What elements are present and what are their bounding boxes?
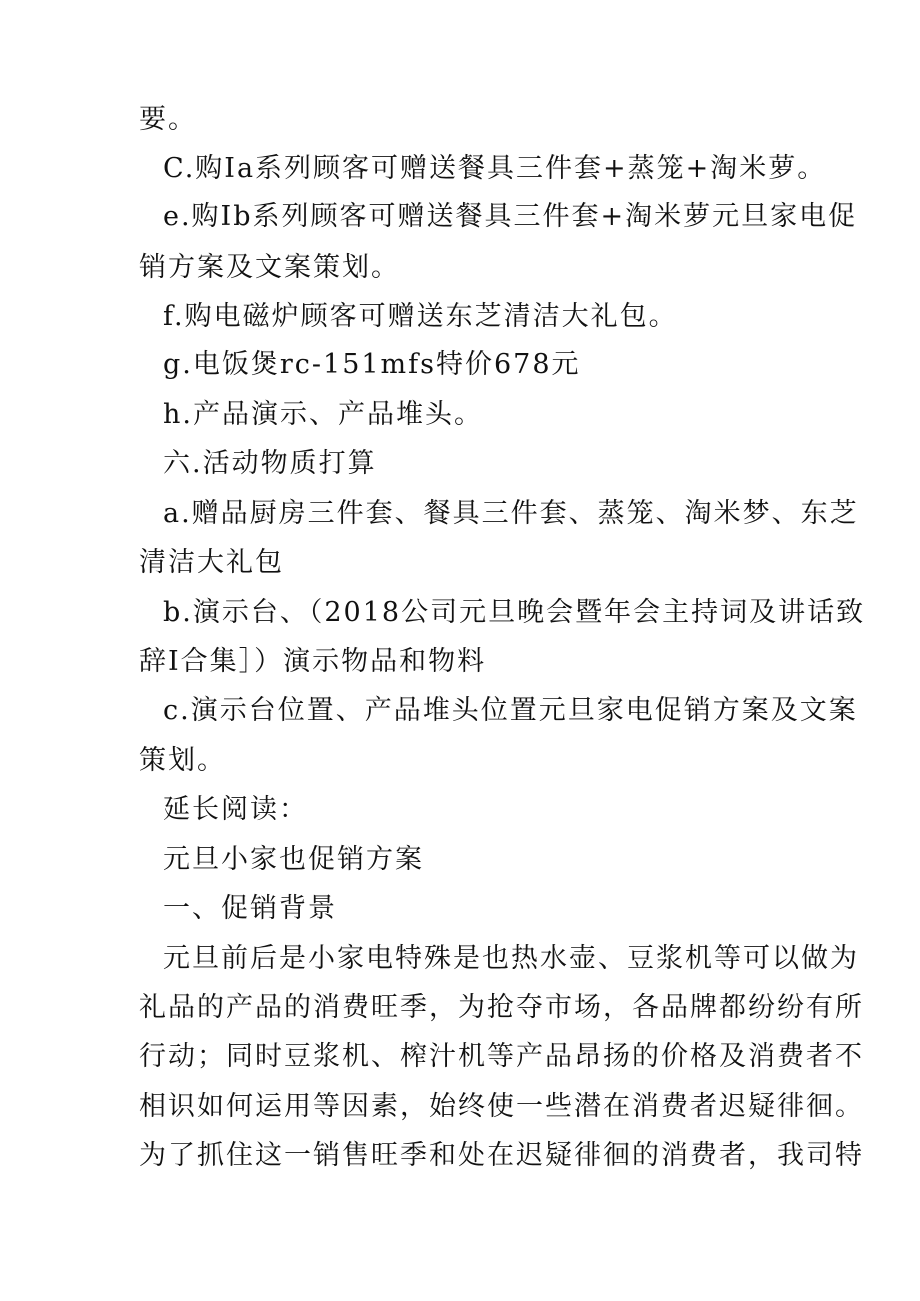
- text-line: 相识如何运用等因素，始终使一些潜在消费者迟疑徘徊。: [139, 1091, 864, 1122]
- section-heading: 一、促销背景: [163, 893, 337, 924]
- text-line: 清洁大礼包: [139, 547, 284, 578]
- section-heading: 六.活动物质打算: [163, 448, 377, 479]
- text-line: a.赠品厨房三件套、餐具三件套、蒸笼、淘米梦、东芝: [163, 498, 859, 529]
- text-line: 辞I合集］）演示物品和物料: [139, 646, 487, 677]
- text-line: 元旦小家也促销方案: [163, 844, 424, 875]
- text-line: 行动；同时豆浆机、榨汁机等产品昂扬的价格及消费者不: [139, 1041, 864, 1072]
- text-line: 策划。: [139, 745, 226, 776]
- text-line: f.购电磁炉顾客可赠送东芝清洁大礼包。: [163, 301, 678, 332]
- text-line: h.产品演示、产品堆头。: [163, 399, 483, 430]
- text-line: g.电饭煲rc-151mfs特价678元: [163, 349, 581, 380]
- text-line: 要。: [139, 104, 197, 135]
- text-line: 销方案及文案策划。: [139, 252, 400, 283]
- text-line: 延长阅读：: [163, 794, 308, 825]
- text-line: e.购Ib系列顾客可赠送餐具三件套+淘米萝元旦家电促: [163, 201, 858, 232]
- text-line: b.演示台、（2018公司元旦晚会暨年会主持词及讲话致: [163, 597, 866, 628]
- text-line: C.购Ia系列顾客可赠送餐具三件套+蒸笼+淘米萝。: [163, 153, 827, 184]
- text-line: 礼品的产品的消费旺季，为抢夺市场，各品牌都纷纷有所: [139, 992, 864, 1023]
- text-line: 为了抓住这一销售旺季和处在迟疑徘徊的消费者，我司特: [139, 1140, 864, 1171]
- text-line: c.演示台位置、产品堆头位置元旦家电促销方案及文案: [163, 695, 858, 726]
- text-line: 元旦前后是小家电特殊是也热水壶、豆浆机等可以做为: [163, 943, 859, 974]
